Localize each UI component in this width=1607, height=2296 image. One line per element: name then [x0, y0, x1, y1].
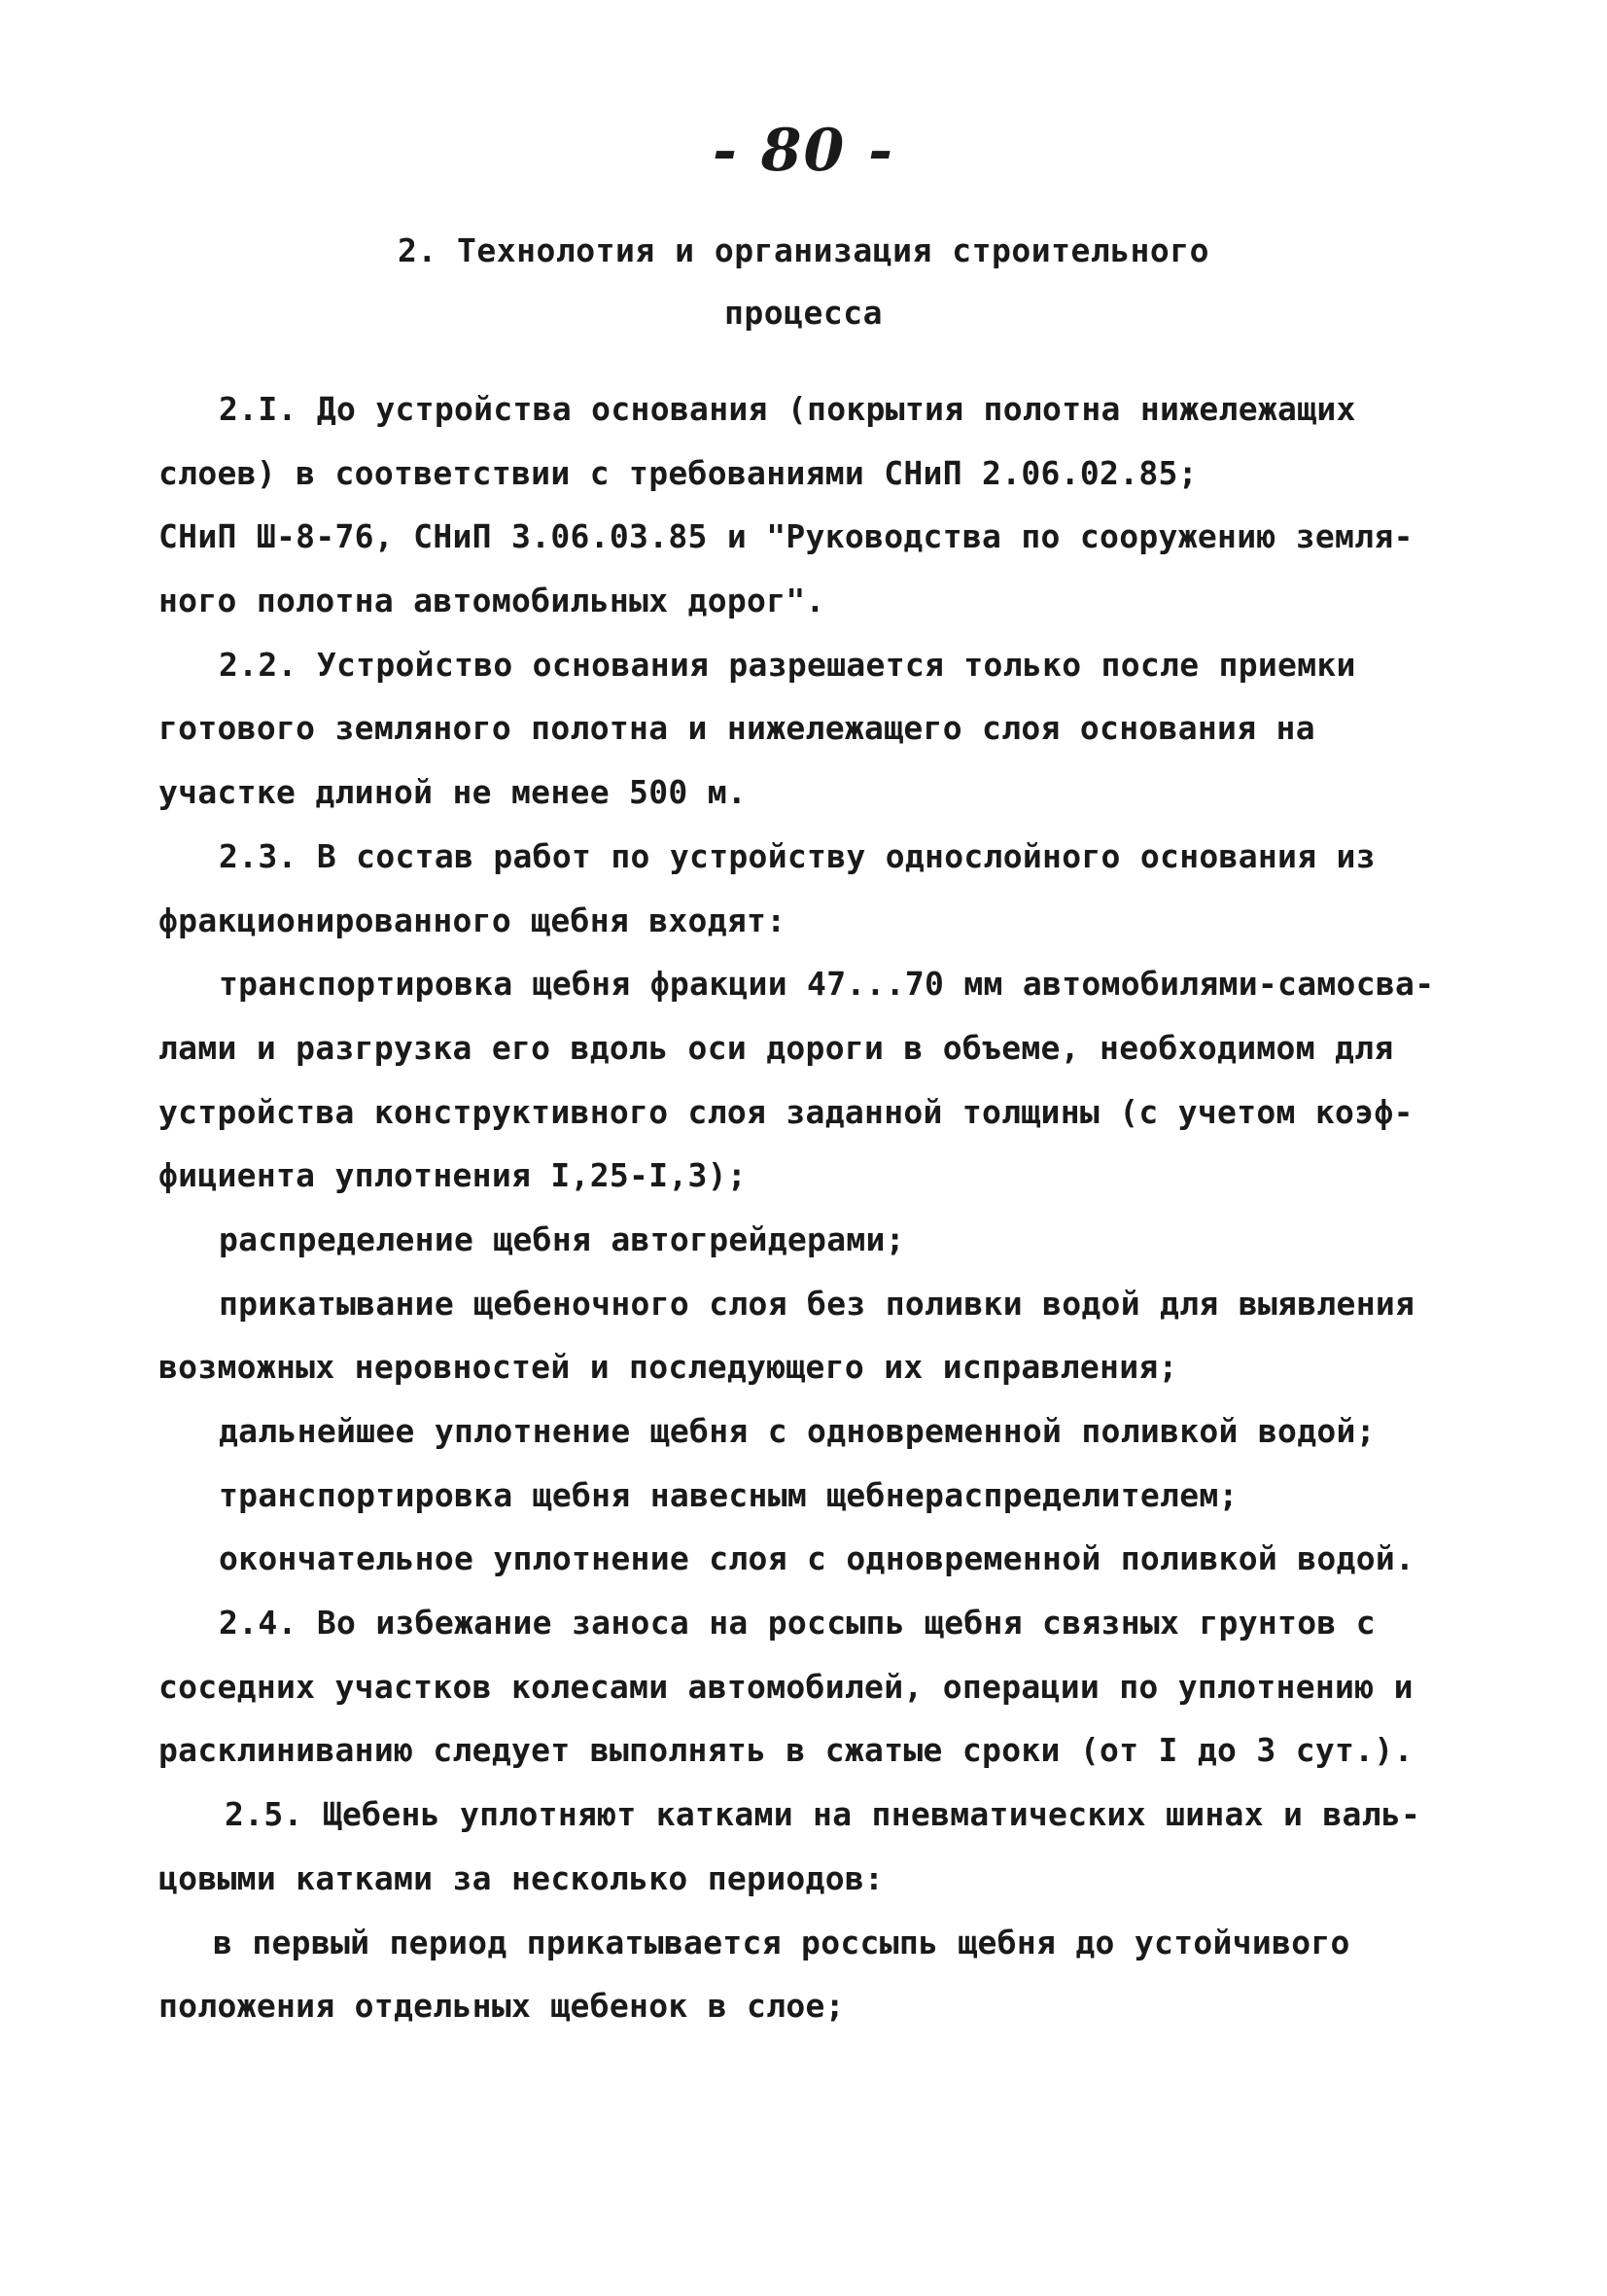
paragraph-2-4-line: 2.4. Во избежание заноса на россыпь щебня связных грунтов с	[219, 1604, 1376, 1643]
paragraph-2-2-line: 2.2. Устройство основания разрешается только после приемки	[219, 645, 1356, 684]
paragraph-2-2-line: участке длиной не менее 500 м.	[158, 773, 748, 812]
list-item-line: дальнейшее уплотнение щебня с одновременной поливкой водой;	[219, 1412, 1376, 1450]
paragraph-2-1-line: СНиП Ш-8-76, СНиП 3.06.03.85 и "Руководства по сооружению земля-	[158, 517, 1414, 556]
document-body	[158, 387, 1461, 2048]
paragraph-2-5-line: 2.5. Щебень уплотняют катками на пневматических шинах и валь-	[225, 1795, 1421, 1834]
paragraph-2-1-line: 2.I. До устройства основания (покрытия полотна нижележащих	[219, 390, 1356, 428]
paragraph-2-3-line: фракционированного щебня входят:	[158, 901, 786, 939]
list-item-line: устройства конструктивного слоя заданной толщины (с учетом коэф-	[158, 1092, 1414, 1131]
paragraph-2-5-line: цовыми катками за несколько периодов:	[158, 1858, 885, 1897]
list-item-line: транспортировка щебня навесным щебнераспределителем;	[219, 1475, 1239, 1514]
paragraph-2-2-line: готового земляного полотна и нижележащего слоя основания на	[158, 709, 1315, 748]
paragraph-2-1-line: слоев) в соответствии с требованиями СНиП 2.06.02.85;	[158, 453, 1198, 492]
paragraph-2-4-line: расклиниванию следует выполнять в сжатые сроки (от I до 3 сут.).	[158, 1731, 1414, 1770]
paragraph-2-1-line: ного полотна автомобильных дорог".	[158, 582, 825, 620]
list-item-line: возможных неровностей и последующего их исправления;	[158, 1348, 1178, 1387]
list-item-line: транспортировка щебня фракции 47...70 мм автомобилями-самосва-	[219, 965, 1435, 1004]
list-item-line: в первый период прикатывается россыпь щебня до устойчивого	[213, 1923, 1350, 1961]
list-item-line: фициента уплотнения I,25-I,3);	[158, 1156, 748, 1195]
paragraph-2-3-line: 2.3. В состав работ по устройству однослойного основания из	[219, 836, 1376, 875]
section-heading-continued: процесса	[724, 294, 883, 332]
list-item-line: положения отдельных щебенок в слое;	[158, 1987, 845, 2026]
list-item-line: прикатывание щебеночного слоя без поливки водой для выявления	[219, 1284, 1415, 1323]
page-number: - 80 -	[712, 117, 895, 185]
list-item-line: окончательное уплотнение слоя с одновременной поливкой водой.	[219, 1539, 1415, 1578]
list-item-line: лами и разгрузка его вдоль оси дороги в объеме, необходимом для	[158, 1028, 1394, 1067]
list-item-line: распределение щебня автогрейдерами;	[219, 1219, 905, 1258]
paragraph-2-4-line: соседних участков колесами автомобилей, операции по уплотнению и	[158, 1667, 1414, 1706]
section-heading: 2. Технолотия и организация строительного	[397, 231, 1210, 269]
